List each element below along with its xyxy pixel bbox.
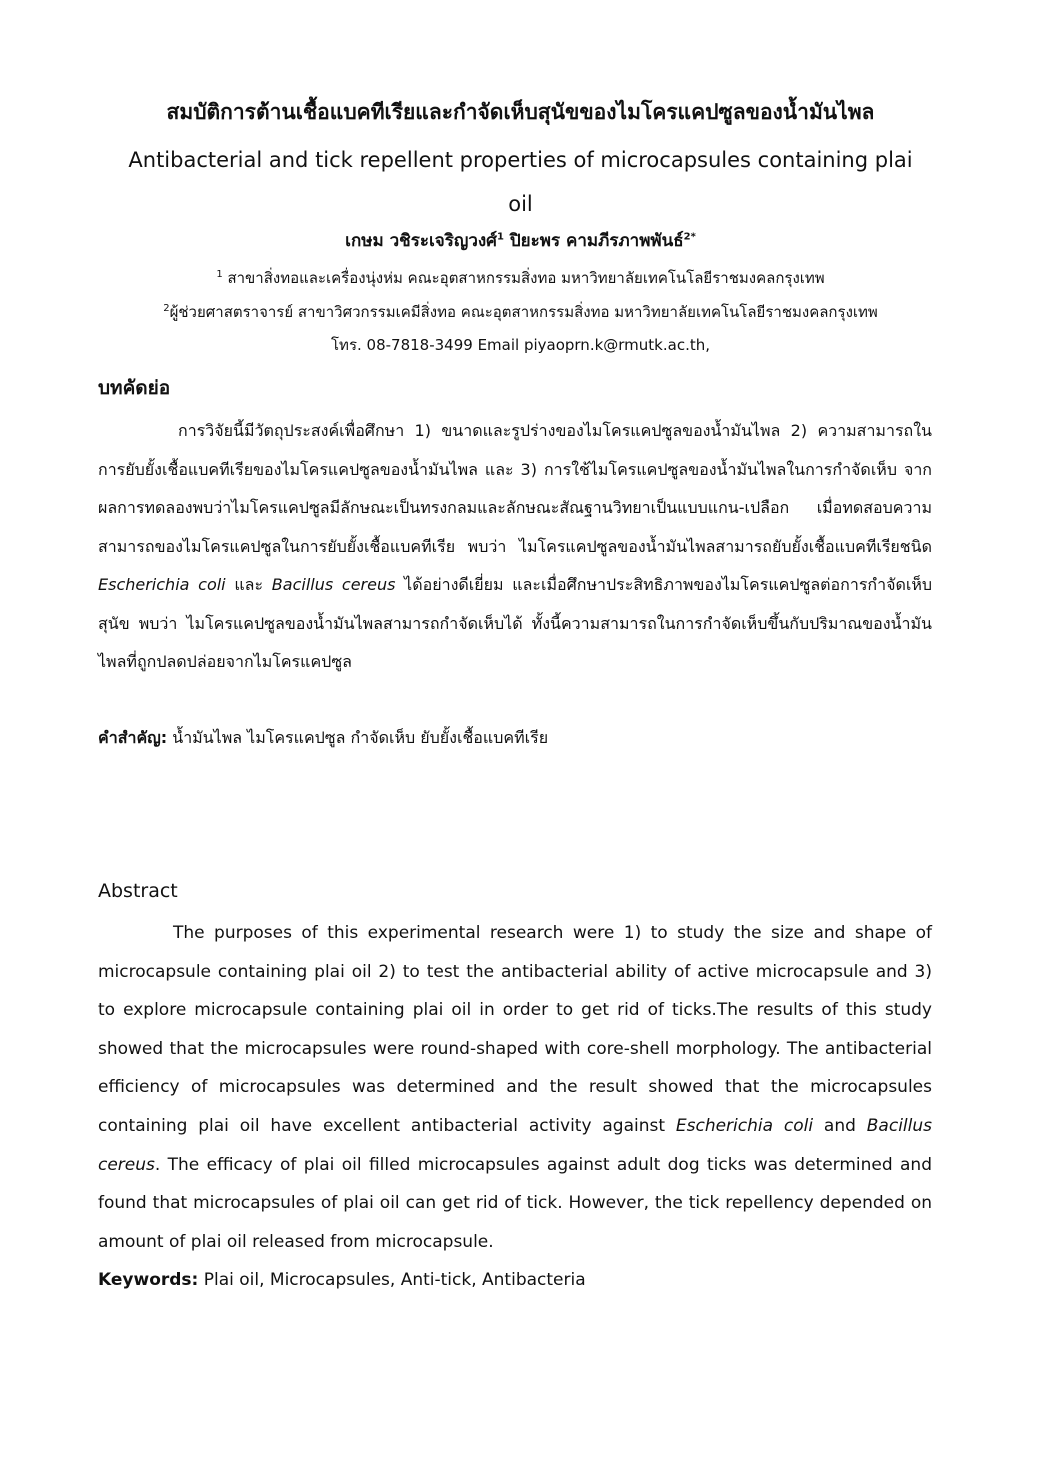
affiliation-1-mark: 1 — [216, 269, 223, 280]
affiliation-2-text: ผู้ช่วยศาสตราจารย์ สาขาวิศวกรรมเคมีสิ่งทอ คณะอุตสาหกรรมสิ่งทอ มหาวิทยาลัยเทคโนโลยีราชมงคลกรุงเทพ — [169, 303, 878, 321]
affiliation-2 — [0, 300, 1041, 324]
species-name: Bacillus cereus — [271, 575, 396, 594]
title-thai: สมบัติการต้านเชื้อแบคทีเรียและกำจัดเห็บสุนัขของไมโครแคปซูลของน้ำมันไพล — [166, 100, 875, 124]
abstract-thai-text-1: การวิจัยนี้มีวัตถุประสงค์เพื่อศึกษา 1) ขนาดและรูปร่างของไมโครแคปซูลของน้ำมันไพล 2) ความสามารถในการยับยั้งเชื้อแบคทีเรียของไมโครแคปซูลของน้ำมันไพล และ 3) การใช้ไมโครแคปซูลของน้ำมันไพลในการกำจัดเห็บ จากผลการทดลองพบว่าไมโครแคปซูลมีลักษณะเป็นทรงกลมและลักษณะสัณฐานวิทยาเป็นแบบแกน-เปลือก เมื่อทดสอบความสามารถของไมโครแคปซูลในการยับยั้งเชื้อแบคทีเรีย พบว่า ไมโครแคปซูลของน้ำมันไพลสามารถยับยั้งเชื้อแบคทีเรียชนิด — [98, 421, 932, 556]
author-line — [0, 226, 1041, 256]
abstract-english-heading: Abstract — [98, 880, 178, 902]
author-1: เกษม วชิระเจริญวงศ์ — [345, 231, 497, 251]
conjunction: และ — [225, 575, 272, 594]
author-2-affil-mark: 2* — [683, 231, 696, 243]
species-name: Bacillus cereus — [98, 1115, 932, 1175]
conjunction: and — [813, 1115, 867, 1136]
abstract-thai-text-2: ได้อย่างดีเยี่ยม และเมื่อศึกษาประสิทธิภาพของไมโครแคปซูลต่อการกำจัดเห็บสุนัข พบว่า ไมโครแคปซูลของน้ำมันไพลสามารถกำจัดเห็บได้ ทั้งนี้ความสามารถในการกำจัดเห็บขึ้นกับปริมาณของน้ำมันไพลที่ถูกปลดปล่อยจากไมโครแคปซูล — [98, 575, 933, 671]
affiliation-2-mark: 2 — [163, 303, 170, 314]
abstract-thai-body — [98, 412, 932, 682]
abstract-thai-heading: บทคัดย่อ — [98, 377, 171, 399]
author-1-affil-mark: 1 — [496, 231, 504, 243]
species-name: Escherichia coli — [98, 575, 226, 594]
title-english: Antibacterial and tick repellent properties of microcapsules containing plai oil — [128, 148, 913, 216]
abstract-english-text-1: The purposes of this experimental research were 1) to study the size and shape of microcapsule containing plai oil 2) to test the antibacterial ability of active microcapsule and 3) to explore microcapsule containing plai oil in order to get rid of ticks.The results of this study showed that the microcapsules were round-shaped with core-shell morphology. The antibacterial efficiency of microcapsules was determined and the result showed that the microcapsules containing plai oil have excellent antibacterial activity against — [98, 923, 932, 1136]
keywords-english-label: Keywords: — [98, 1270, 199, 1290]
keywords-english — [98, 1264, 938, 1296]
keywords-thai-list: น้ำมันไพล ไมโครแคปซูล กำจัดเห็บ ยับยั้งเชื้อแบคทีเรีย — [167, 728, 549, 747]
contact-info: โทร. 08-7818-3499 Email piyaoprn.k@rmutk.ac.th, — [331, 336, 710, 354]
abstract-english-body — [98, 914, 932, 1261]
abstract-english-text-2: . The efficacy of plai oil filled microcapsules against adult dog ticks was determined and found that microcapsules of plai oil can get rid of tick. However, the tick repellency depended on amount of plai oil released from microcapsule. — [98, 1154, 932, 1252]
affiliation-1 — [0, 266, 1041, 290]
author-2: ปิยะพร คามภีรภาพพันธ์ — [503, 231, 684, 251]
species-name: Escherichia coli — [675, 1115, 814, 1136]
keywords-thai — [98, 722, 938, 754]
affiliation-1-text: สาขาสิ่งทอและเครื่องนุ่งห่ม คณะอุตสาหกรรมสิ่งทอ มหาวิทยาลัยเทคโนโลยีราชมงคลกรุงเทพ — [222, 269, 825, 287]
keywords-english-list: Plai oil, Microcapsules, Anti-tick, Antibacteria — [198, 1270, 586, 1290]
keywords-thai-label: คำสำคัญ: — [98, 728, 168, 747]
